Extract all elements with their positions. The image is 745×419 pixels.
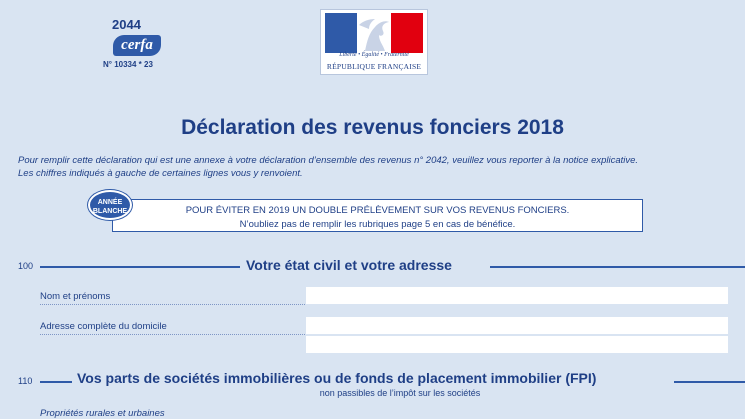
notice-line-2: N’oubliez pas de remplir les rubriques page 5 en cas de bénéfice. (239, 219, 516, 230)
section-100-number: 100 (18, 261, 34, 271)
page-title: Déclaration des revenus fonciers 2018 (181, 116, 564, 139)
section-110-rule-right (674, 381, 745, 383)
marianne-logo (320, 9, 428, 75)
address-field-line-2[interactable] (306, 336, 728, 353)
name-field[interactable] (306, 287, 728, 304)
intro-line-2: Les chiffres indiqués à gauche de certaines lignes vous y renvoient. (18, 168, 303, 179)
badge-line-1: ANNÉE (97, 199, 123, 206)
marianne-icon (325, 13, 423, 53)
section-100-rule-left (40, 266, 240, 268)
name-label: Nom et prénoms (40, 291, 111, 302)
section-110-title: Vos parts de sociétés immobilières ou de fonds de placement immobilier (FPI) (77, 370, 597, 386)
cerfa-logo: cerfa (113, 35, 161, 56)
rural-urban-label: Propriétés rurales et urbaines (40, 408, 165, 419)
address-label: Adresse complète du domicile (40, 321, 167, 332)
badge-line-2: BLANCHE (92, 208, 128, 215)
intro-text (18, 154, 738, 180)
notice-line-1: POUR ÉVITER EN 2019 UN DOUBLE PRÉLÈVEMENT SUR VOS REVENUS FONCIERS. (185, 205, 570, 216)
address-field-line-1[interactable] (306, 317, 728, 334)
republic-name: RÉPUBLIQUE FRANÇAISE (326, 62, 422, 71)
intro-line-1: Pour remplir cette déclaration qui est une annexe à votre déclaration d’ensemble des revenus n° 2042, veuillez vous reporter à la notice explicative. (18, 155, 639, 166)
form-number: 2044 (112, 17, 141, 32)
cerfa-number: N° 10334 * 23 (103, 60, 153, 69)
section-100-rule-right (490, 266, 745, 268)
notice-box (112, 199, 643, 232)
annee-blanche-badge (88, 190, 132, 220)
name-row-dots (40, 304, 305, 305)
republic-motto: Liberté • Égalité • Fraternité (339, 52, 409, 58)
section-100-title: Votre état civil et votre adresse (246, 257, 452, 273)
address-row-dots (40, 334, 305, 335)
section-110-number: 110 (18, 376, 33, 386)
section-110-subtitle: non passibles de l’impôt sur les sociétés (319, 388, 481, 398)
section-110-rule-left (40, 381, 72, 383)
